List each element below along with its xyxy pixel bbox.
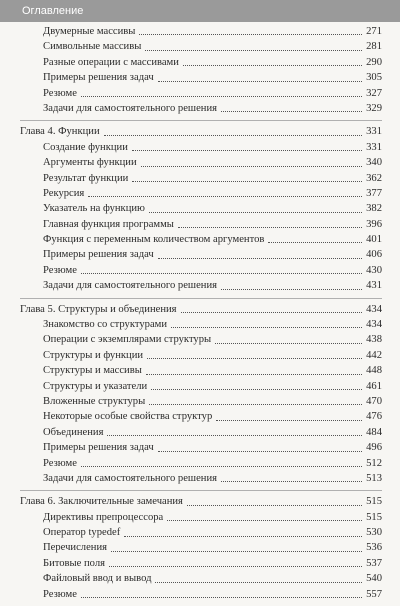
toc-entry-title: Глава 5. Структуры и объединения: [20, 303, 177, 315]
dot-leader: [183, 65, 362, 66]
dot-leader: [178, 227, 362, 228]
dot-leader: [109, 566, 362, 567]
toc-entry-title: Структуры и указатели: [43, 380, 148, 392]
toc-entry-title: Некоторые особые свойства структур: [43, 411, 213, 423]
toc-page-number: 442: [366, 349, 382, 361]
toc-entry-title: Резюме: [43, 457, 77, 469]
toc-entry[interactable]: [20, 556, 382, 571]
dot-leader: [221, 289, 362, 290]
toc-entry[interactable]: [20, 263, 382, 278]
toc-page-number: 470: [366, 395, 382, 407]
toc-entry[interactable]: [20, 86, 382, 101]
toc-entry[interactable]: [20, 70, 382, 85]
toc-entry-title: Структуры и массивы: [43, 365, 142, 377]
dot-leader: [268, 242, 362, 243]
toc-entry-title: Глава 4. Функции: [20, 126, 100, 138]
toc-entry[interactable]: [20, 332, 382, 347]
dot-leader: [132, 150, 362, 151]
toc-entry[interactable]: [20, 363, 382, 378]
dot-leader: [151, 389, 362, 390]
toc-page-number: 327: [366, 87, 382, 99]
toc-entry-title: Указатель на функцию: [43, 203, 145, 215]
dot-leader: [81, 96, 362, 97]
toc-entry-title: Разные операции с массивами: [43, 56, 179, 68]
dot-leader: [215, 343, 362, 344]
toc-entry[interactable]: [20, 171, 382, 186]
toc-page-number: 513: [366, 472, 382, 484]
toc-chapter-entry[interactable]: [20, 124, 382, 139]
toc-page-number: 305: [366, 72, 382, 84]
toc-page-number: 362: [366, 172, 382, 184]
dot-leader: [145, 50, 362, 51]
dot-leader: [81, 273, 362, 274]
toc-section: [20, 491, 382, 606]
toc-entry-title: Операции с экземплярами структуры: [43, 334, 212, 346]
toc-entry-title: Битовые поля: [43, 557, 105, 569]
toc-entry-title: Оператор typedef: [43, 527, 121, 539]
toc-page-number: 496: [366, 442, 382, 454]
toc-page-number: 331: [366, 126, 382, 138]
toc-page-number: 515: [366, 496, 382, 508]
toc-entry-title: Рекурсия: [43, 187, 85, 199]
toc-entry[interactable]: [20, 217, 382, 232]
dot-leader: [107, 435, 362, 436]
dot-leader: [141, 166, 362, 167]
toc-page-number: 461: [366, 380, 382, 392]
toc-entry[interactable]: [20, 55, 382, 70]
toc-entry-title: Резюме: [43, 87, 77, 99]
toc-entry-title: Задачи для самостоятельного решения: [43, 102, 217, 114]
toc-page-number: 382: [366, 203, 382, 215]
toc-entry[interactable]: [20, 394, 382, 409]
toc-page-number: 557: [366, 588, 382, 600]
toc-entry[interactable]: [20, 510, 382, 525]
dot-leader: [88, 196, 362, 197]
dot-leader: [158, 451, 362, 452]
dot-leader: [81, 597, 362, 598]
toc-entry-title: Вложенные структуры: [43, 395, 146, 407]
dot-leader: [132, 181, 362, 182]
toc-entry[interactable]: [20, 425, 382, 440]
toc-page-number: 401: [366, 234, 382, 246]
dot-leader: [155, 582, 362, 583]
toc-page-number: 406: [366, 249, 382, 261]
dot-leader: [147, 358, 362, 359]
dot-leader: [149, 212, 362, 213]
toc-entry-title: Главная функция программы: [43, 218, 174, 230]
dot-leader: [158, 258, 362, 259]
toc-entry-title: Директивы препроцессора: [43, 511, 164, 523]
toc-page-number: 448: [366, 365, 382, 377]
toc-entry[interactable]: [20, 456, 382, 471]
dot-leader: [221, 111, 362, 112]
toc-page-number: 434: [366, 303, 382, 315]
toc-page-number: 331: [366, 141, 382, 153]
toc-page-number: 377: [366, 187, 382, 199]
toc-entry-title: Структуры и функции: [43, 349, 144, 361]
toc-entry[interactable]: [20, 24, 382, 39]
dot-leader: [181, 312, 362, 313]
header-title: Оглавление: [22, 5, 84, 17]
toc-entry-title: Создание функции: [43, 141, 128, 153]
toc-entry[interactable]: [20, 440, 382, 455]
toc-page-number: 396: [366, 218, 382, 230]
toc-page-number: 484: [366, 426, 382, 438]
toc-page-number: 540: [366, 573, 382, 585]
toc-entry[interactable]: [20, 379, 382, 394]
toc-entry[interactable]: [20, 571, 382, 586]
toc-page-number: 290: [366, 56, 382, 68]
toc-entry[interactable]: [20, 471, 382, 486]
dot-leader: [146, 374, 362, 375]
dot-leader: [216, 420, 362, 421]
dot-leader: [158, 81, 362, 82]
toc-entry-title: Примеры решения задач: [43, 72, 154, 84]
toc-page-number: 271: [366, 25, 382, 37]
dot-leader: [139, 34, 362, 35]
toc-entry[interactable]: [20, 186, 382, 201]
toc-entry[interactable]: [20, 155, 382, 170]
toc-section: [20, 22, 382, 121]
dot-leader: [111, 551, 362, 552]
toc-page-number: 329: [366, 102, 382, 114]
toc-entry-title: Двумерные массивы: [43, 25, 136, 37]
toc-page-number: 438: [366, 334, 382, 346]
toc-entry[interactable]: [20, 39, 382, 54]
toc-page-number: 431: [366, 280, 382, 292]
toc-page-number: 515: [366, 511, 382, 523]
toc-entry[interactable]: [20, 101, 382, 116]
toc-entry[interactable]: [20, 541, 382, 556]
toc-page-number: 512: [366, 457, 382, 469]
toc-entry-title: Примеры решения задач: [43, 249, 154, 261]
toc-entry-title: Результат функции: [43, 172, 129, 184]
toc-section: [20, 299, 382, 492]
dot-leader: [171, 327, 362, 328]
toc-section: [20, 121, 382, 298]
toc-chapter-entry[interactable]: [20, 494, 382, 509]
dot-leader: [167, 520, 362, 521]
toc-entry[interactable]: [20, 201, 382, 216]
toc-entry[interactable]: [20, 247, 382, 262]
toc-entry-title: Объединения: [43, 426, 104, 438]
toc-entry-title: Символьные массивы: [43, 41, 142, 53]
toc-entry-title: Файловый ввод и вывод: [43, 573, 152, 585]
dot-leader: [221, 481, 362, 482]
toc-page-number: 530: [366, 527, 382, 539]
running-header: [0, 0, 400, 22]
toc-entry-title: Задачи для самостоятельного решения: [43, 280, 217, 292]
toc-entry[interactable]: [20, 317, 382, 332]
toc-entry[interactable]: [20, 525, 382, 540]
dot-leader: [81, 466, 362, 467]
toc-entry-title: Примеры решения задач: [43, 442, 154, 454]
toc-entry[interactable]: [20, 409, 382, 424]
toc-entry-title: Аргументы функции: [43, 157, 137, 169]
dot-leader: [104, 135, 362, 136]
toc-chapter-entry[interactable]: [20, 302, 382, 317]
toc-entry-title: Резюме: [43, 264, 77, 276]
toc-page-number: 434: [366, 319, 382, 331]
toc-entry[interactable]: [20, 348, 382, 363]
toc-entry-title: Перечисления: [43, 542, 107, 554]
dot-leader: [187, 505, 362, 506]
toc-page-number: 537: [366, 557, 382, 569]
table-of-contents: [20, 22, 382, 606]
toc-page-number: 340: [366, 157, 382, 169]
toc-entry-title: Задачи для самостоятельного решения: [43, 472, 217, 484]
toc-entry[interactable]: [20, 140, 382, 155]
dot-leader: [124, 536, 362, 537]
toc-entry-title: Резюме: [43, 588, 77, 600]
toc-entry[interactable]: [20, 232, 382, 247]
toc-page-number: 536: [366, 542, 382, 554]
toc-entry-title: Функция с переменным количеством аргументов: [43, 234, 265, 246]
toc-page-number: 476: [366, 411, 382, 423]
dot-leader: [149, 404, 362, 405]
toc-page-number: 430: [366, 264, 382, 276]
toc-page-number: 281: [366, 41, 382, 53]
toc-entry[interactable]: [20, 278, 382, 293]
toc-entry-title: Глава 6. Заключительные замечания: [20, 496, 183, 508]
toc-entry-title: Знакомство со структурами: [43, 319, 168, 331]
